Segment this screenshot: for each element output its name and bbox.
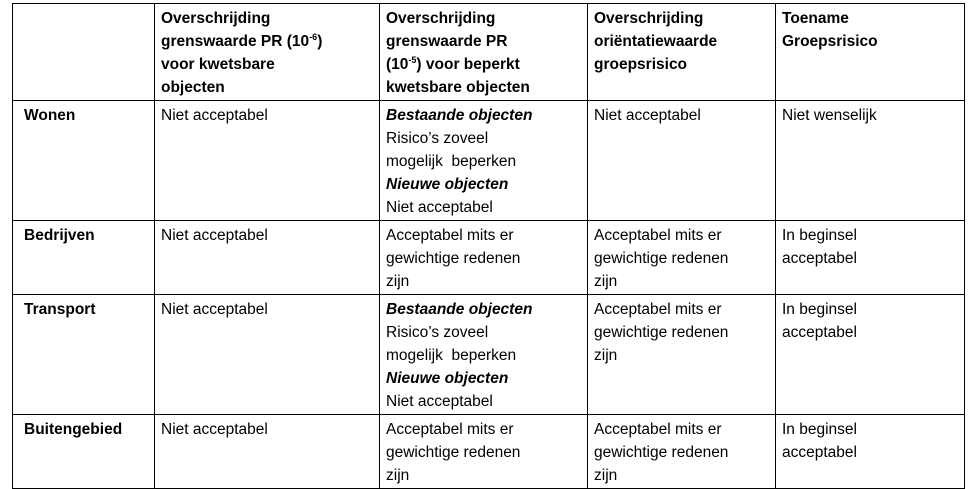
cell-toename-groepsrisico: In beginsel acceptabel	[776, 295, 965, 415]
table-row-buitengebied	[13, 415, 965, 489]
risk-table	[12, 3, 965, 489]
cell-orientatiewaarde: Acceptabel mits er gewichtige redenen zijn	[588, 415, 776, 489]
cell-pr-kwetsbare: Niet acceptabel	[155, 221, 380, 295]
cell-toename-groepsrisico: In beginsel acceptabel	[776, 415, 965, 489]
cell-orientatiewaarde: Niet acceptabel	[588, 101, 776, 221]
row-label: Wonen	[13, 101, 155, 221]
header-text: Toename	[782, 10, 849, 27]
header-corner-cell	[13, 4, 155, 101]
header-text: objecten	[161, 79, 225, 96]
cell-pr-beperkt-kwetsbare: Bestaande objecten Risico’s zoveel mogelijk beperken Nieuwe objecten Niet acceptabel	[380, 295, 588, 415]
header-text: grenswaarde PR	[386, 33, 508, 50]
header-text: Overschrijding	[386, 10, 496, 27]
header-orientatiewaarde	[588, 4, 776, 101]
cell-orientatiewaarde: Acceptabel mits er gewichtige redenen zijn	[588, 221, 776, 295]
cell-pr-beperkt-kwetsbare: Acceptabel mits er gewichtige redenen zijn	[380, 221, 588, 295]
row-label: Buitengebied	[13, 415, 155, 489]
header-row	[13, 4, 965, 101]
row-label: Bedrijven	[13, 221, 155, 295]
cell-orientatiewaarde: Acceptabel mits er gewichtige redenen zijn	[588, 295, 776, 415]
cell-toename-groepsrisico: Niet wenselijk	[776, 101, 965, 221]
cell-pr-kwetsbare: Niet acceptabel	[155, 101, 380, 221]
cell-pr-beperkt-kwetsbare: Bestaande objecten Risico’s zoveel mogelijk beperken Nieuwe objecten Niet acceptabel	[380, 101, 588, 221]
cell-pr-kwetsbare: Niet acceptabel	[155, 295, 380, 415]
header-text: voor kwetsbare	[161, 56, 275, 73]
header-text: kwetsbare objecten	[386, 79, 530, 96]
row-label: Transport	[13, 295, 155, 415]
header-text: Overschrijding	[161, 10, 271, 27]
header-text: Overschrijding	[594, 10, 704, 27]
header-pr-beperkt-kwetsbare	[380, 4, 588, 101]
header-text: grenswaarde PR $(10^{-6})$	[161, 31, 323, 50]
header-text: $(10^{-5})$ voor beperkt	[386, 54, 520, 73]
cell-pr-kwetsbare: Niet acceptabel	[155, 415, 380, 489]
header-pr-kwetsbare	[155, 4, 380, 101]
header-text: oriëntatiewaarde	[594, 33, 718, 50]
cell-pr-beperkt-kwetsbare: Acceptabel mits er gewichtige redenen zijn	[380, 415, 588, 489]
table-row-transport	[13, 295, 965, 415]
table-row-bedrijven	[13, 221, 965, 295]
header-toename-groepsrisico	[776, 4, 965, 101]
header-text: Groepsrisico	[782, 33, 878, 50]
header-text: groepsrisico	[594, 56, 688, 73]
table-row-wonen	[13, 101, 965, 221]
cell-toename-groepsrisico: In beginsel acceptabel	[776, 221, 965, 295]
